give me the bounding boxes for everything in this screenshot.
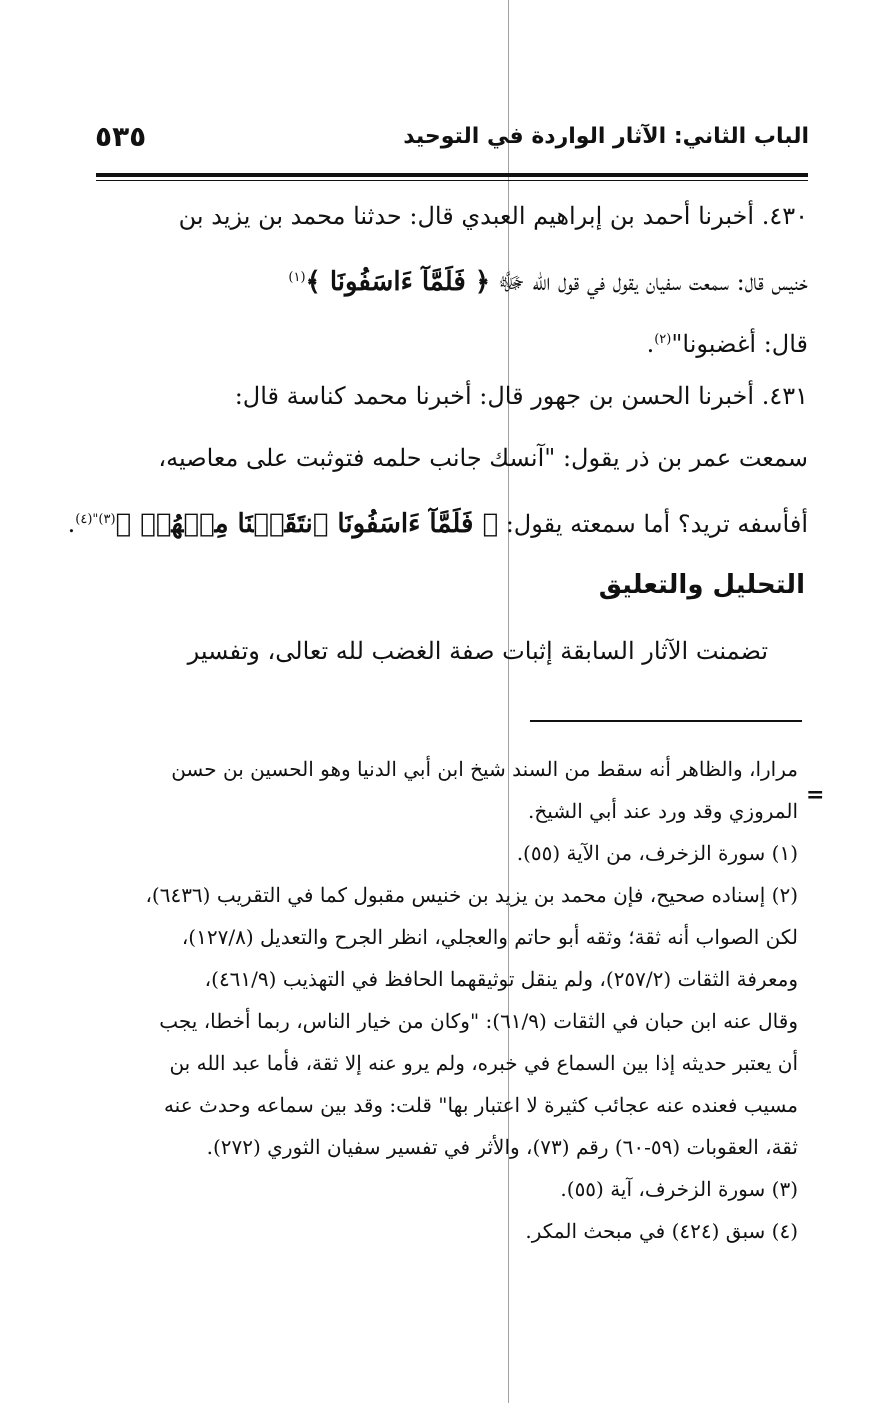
footnote-ref: (٢) <box>654 332 672 347</box>
section-heading: التحليل والتعليق <box>598 570 805 600</box>
quran-quote: ﴿ فَلَمَّآ ءَاسَفُونَا ٱنتَقَمۡنَا مِنۡهُمۡ ﴾ <box>115 509 499 539</box>
header-rule-thick <box>96 173 808 177</box>
p431-line3: أفأسفه تريد؟ أما سمعته يقول: ﴿ فَلَمَّآ ءَاسَفُونَا ٱنتَقَمۡنَا مِنۡهُمۡ ﴾$^{(٣)"(٤)}$. <box>67 509 808 539</box>
footnote-ref: (١) <box>288 270 306 285</box>
footnote-2-line1: (٢) إسناده صحيح، فإن محمد بن يزيد بن خنيس مقبول كما في التقريب (٦٤٣٦)، <box>145 883 798 907</box>
footnote-cont-line1: مرارا، والظاهر أنه سقط من السند شيخ ابن أبي الدنيا وهو الحسين بن حسن <box>171 757 798 781</box>
paragraph-431 <box>67 365 808 551</box>
footnote-2-line4: وقال عنه ابن حبان في الثقات (٦١/٩): "وكان من خيار الناس، ربما أخطا، يجب <box>159 1009 798 1033</box>
chapter-title: الباب الثاني: الآثار الواردة في التوحيد <box>403 124 809 149</box>
p430-line2-text: خنيس قال: سمعت سفيان يقول في قول الله ﷻ <box>497 268 808 296</box>
footnote-2-line6: مسيب فعنده عنه عجائب كثيرة لا اعتبار بها" قلت: وقد بين سماعه وحدث عنه <box>163 1093 798 1117</box>
footnote-refs: (٣)"(٤) <box>75 512 116 527</box>
footnotes <box>98 748 798 1252</box>
p430-line3: قال: أغضبونا"$^{(٢)}$. <box>646 330 808 358</box>
p430-line1: ٤٣٠. أخبرنا أحمد بن إبراهيم العبدي قال: حدثنا محمد بن يزيد بن <box>178 202 808 230</box>
p431-line2: سمعت عمر بن ذر يقول: "آنسك جانب حلمه فتوثبت على معاصيه، <box>158 444 808 472</box>
analysis-paragraph <box>98 620 808 682</box>
footnote-continuation-mark: = <box>806 782 825 808</box>
running-header <box>95 120 809 164</box>
footnote-2-line2: لكن الصواب أنه ثقة؛ وثقه أبو حاتم والعجلي، انظر الجرح والتعديل (١٢٧/٨)، <box>181 925 798 949</box>
page-number: ٥٣٥ <box>95 120 147 153</box>
p430-line2 <box>98 247 808 309</box>
footnote-separator <box>530 720 802 722</box>
p431-line1: ٤٣١. أخبرنا الحسن بن جهور قال: أخبرنا محمد كناسة قال: <box>234 382 808 410</box>
header-rule-thin <box>96 180 808 181</box>
p431-line3-text: أفأسفه تريد؟ أما سمعته يقول: <box>505 510 808 538</box>
footnote-3: (٣) سورة الزخرف، آية (٥٥). <box>560 1177 798 1201</box>
paragraph-430 <box>98 185 808 371</box>
footnote-cont-line2: المروزي وقد ورد عند أبي الشيخ. <box>528 799 798 823</box>
footnote-2-line7: ثقة، العقوبات (٥٩-٦٠) رقم (٧٣)، والأثر في تفسير سفيان الثوري (٢٧٢). <box>206 1135 798 1159</box>
quran-quote: ﴿ فَلَمَّآ ءَاسَفُونَا ﴾ <box>305 267 491 297</box>
footnote-1: (١) سورة الزخرف، من الآية (٥٥). <box>516 841 798 865</box>
footnote-4: (٤) سبق (٤٢٤) في مبحث المكر. <box>525 1219 798 1243</box>
p430-line3-text: قال: أغضبونا" <box>671 330 808 358</box>
footnote-2-line5: أن يعتبر حديثه إذا بين السماع في خبره، ولم يرو عنه إلا ثقة، فأما عبد الله بن <box>169 1051 798 1075</box>
footnote-2-line3: ومعرفة الثقات (٢٥٧/٢)، ولم ينقل توثيقهما الحافظ في التهذيب (٤٦١/٩)، <box>204 967 798 991</box>
analysis-line: تضمنت الآثار السابقة إثبات صفة الغضب لله تعالى، وتفسير <box>187 637 768 665</box>
